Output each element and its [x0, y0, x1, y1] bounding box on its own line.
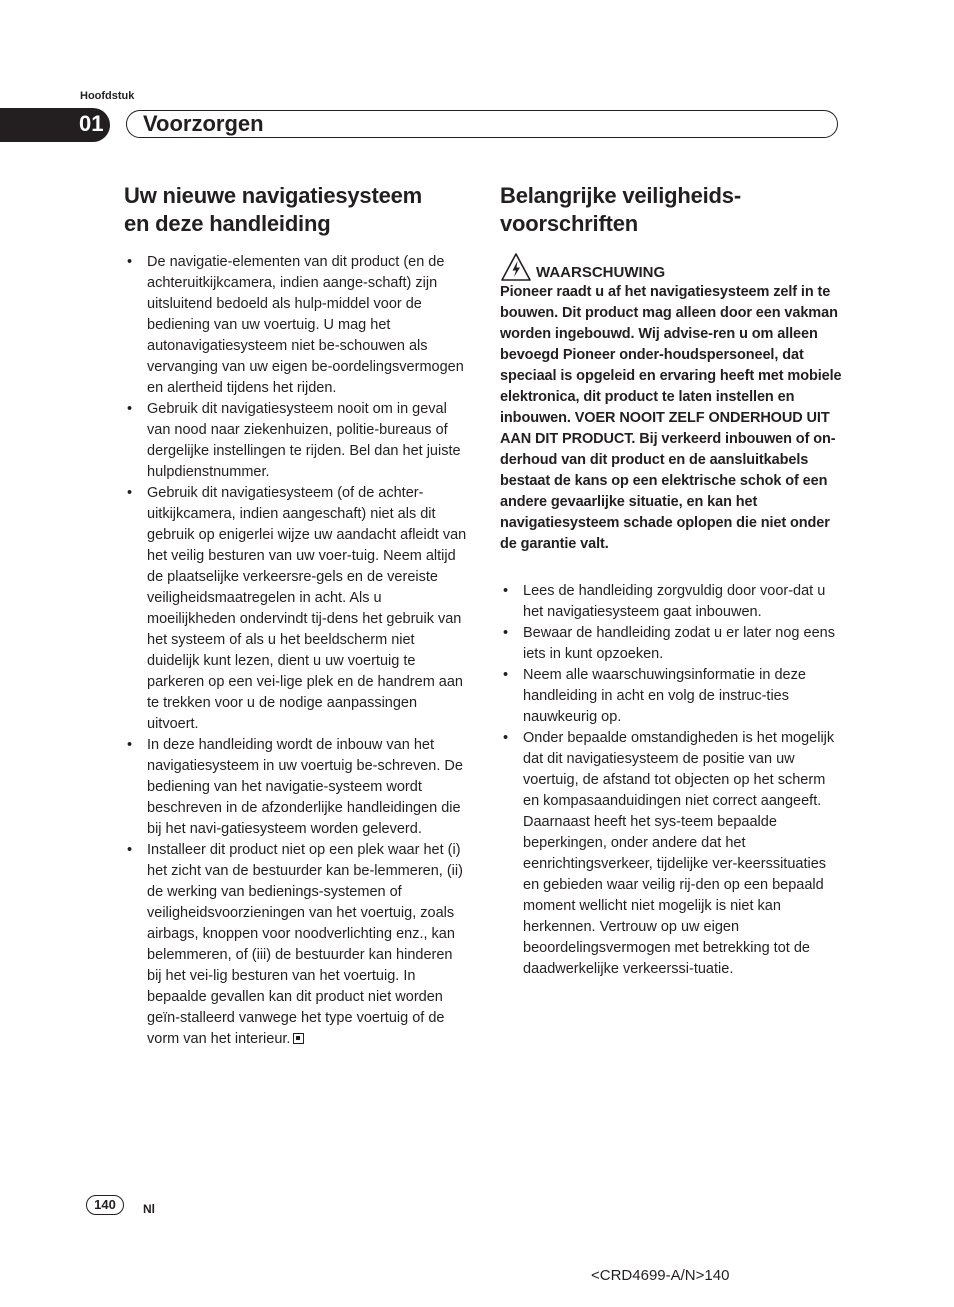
warning-label: WAARSCHUWING	[536, 264, 666, 281]
list-item	[124, 840, 468, 1050]
heading-line: Uw nieuwe navigatiesysteem	[124, 183, 423, 208]
chapter-number: 01	[79, 111, 104, 136]
list-item	[124, 399, 468, 483]
heading-line: voorschriften	[500, 211, 638, 236]
list-item-text: Installeer dit product niet op een plek waar het (i) het zicht van de bestuurder kan be-lemmeren, (ii) de werking van bedienings-systemen of veiligheidsvoorzieningen van het voertuig, zoals airbags, knoppen voor noodverlichting enz., kan belemmeren, of (iii) de bestuurder kan hinderen bij het vei-lig besturen van het voertuig. In bepaalde gevallen kan dit product niet worden geïn-stalleerd vanwege het type voertuig of de vorm van het interieur.	[147, 842, 463, 1047]
navigation-bullet-list	[124, 252, 468, 1050]
list-item	[500, 665, 844, 728]
list-item-text: Neem alle waarschuwingsinformatie in deze handleiding in acht en volg de instruc-ties nauwkeurig op.	[523, 667, 806, 725]
right-column	[500, 182, 844, 980]
language-code: Nl	[143, 1202, 155, 1216]
chapter-title: Voorzorgen	[143, 111, 264, 136]
warning-text: Pioneer raadt u af het navigatiesysteem zelf in te bouwen. Dit product mag alleen door een vakman worden ingebouwd. Wij advise-ren u om alleen bevoegd Pioneer onder-houdspersoneel, dat speciaal is opgeleid en ervaring heeft met mobiele elektronica, dit product te laten instellen en inbouwen. VOER NOOIT ZELF ONDERHOUD UIT AAN DIT PRODUCT. Bij verkeerd inbouwen of on-derhoud van dit product en de aansluitkabels bestaat de kans op een elektrische schok of een andere gevaarlijke situatie, en kan het navigatiesysteem schade oplopen die niet onder de garantie valt.	[500, 284, 842, 552]
heading-line: en deze handleiding	[124, 211, 331, 236]
list-item	[124, 735, 468, 840]
list-item-text: Lees de handleiding zorgvuldig door voor-dat u het navigatiesysteem gaat inbouwen.	[523, 583, 826, 620]
list-item-text: Bewaar de handleiding zodat u er later nog eens iets in kunt opzoeken.	[523, 625, 835, 662]
heading-line: Belangrijke veiligheids-	[500, 183, 741, 208]
list-item-text: Gebruik dit navigatiesysteem (of de achter-uitkijkcamera, indien aangeschaft) niet als dit gebruik op enigerlei wijze uw aandacht afleidt van het veilig besturen van uw voer-tuig. Neem altijd de plaatselijke verkeersre-gels en de vereiste veiligheidsmaatregelen in acht. Als u moeilijkheden ondervindt tij-dens het gebruik van het systeem of als u het beeldscherm niet duidelijk kunt lezen, dient u uw voertuig te parkeren op een vei-lige plek en de handrem aan te trekken voor u de nodige aanpassingen uitvoert.	[147, 485, 467, 732]
list-item-text: In deze handleiding wordt de inbouw van het navigatiesysteem in uw voertuig be-schreven. De bediening van het navigatie-systeem wordt beschreven in de afzonderlijke handleidingen die bij het navi-gatiesysteem worden geleverd.	[147, 737, 463, 837]
safety-bullet-list	[500, 581, 844, 980]
left-column	[124, 182, 468, 1050]
page-number-badge: 140	[86, 1195, 124, 1215]
list-item-text: Onder bepaalde omstandigheden is het mogelijk dat dit navigatiesysteem de positie van uw voertuig, de afstand tot objecten op het scherm en kompasaanduidingen niet correct aangeeft. Daarnaast heeft het sys-teem bepaalde beperkingen, onder andere dat het eenrichtingsverkeer, tijdelijke ver-keerssituaties en gebieden waar veilig rij-den op een bepaald moment wellicht niet mogelijk is niet kan herkennen. Vertrouw op uw eigen beoordelingsvermogen met betrekking tot de daadwerkelijke verkeerssi-tuatie.	[523, 730, 835, 977]
list-item-text: De navigatie-elementen van dit product (en de achteruitkijkcamera, indien aange-schaft) zijn uitsluitend bedoeld als hulp-middel voor de bediening van uw voertuig. U mag het autonavigatiesysteem niet be-schouwen als vervanging van uw eigen be-oordelingsvermogen en alertheid tijdens het rijden.	[147, 254, 464, 396]
list-item	[500, 728, 844, 980]
document-code: <CRD4699-A/N>140	[591, 1267, 730, 1284]
list-item-text: Gebruik dit navigatiesysteem nooit om in geval van nood naar ziekenhuizen, politie-bureaus of dergelijke instellingen te rijden. Bel dan het juiste hulpdienstnummer.	[147, 401, 461, 480]
section-heading-navigation	[124, 182, 468, 238]
list-item	[124, 252, 468, 399]
section-heading-safety	[500, 182, 844, 238]
warning-header	[500, 248, 844, 282]
list-item	[500, 623, 844, 665]
list-item	[124, 483, 468, 735]
lightning-triangle-icon	[500, 252, 532, 282]
list-item	[500, 581, 844, 623]
end-of-section-icon	[293, 1033, 304, 1044]
chapter-label: Hoofdstuk	[80, 90, 135, 102]
